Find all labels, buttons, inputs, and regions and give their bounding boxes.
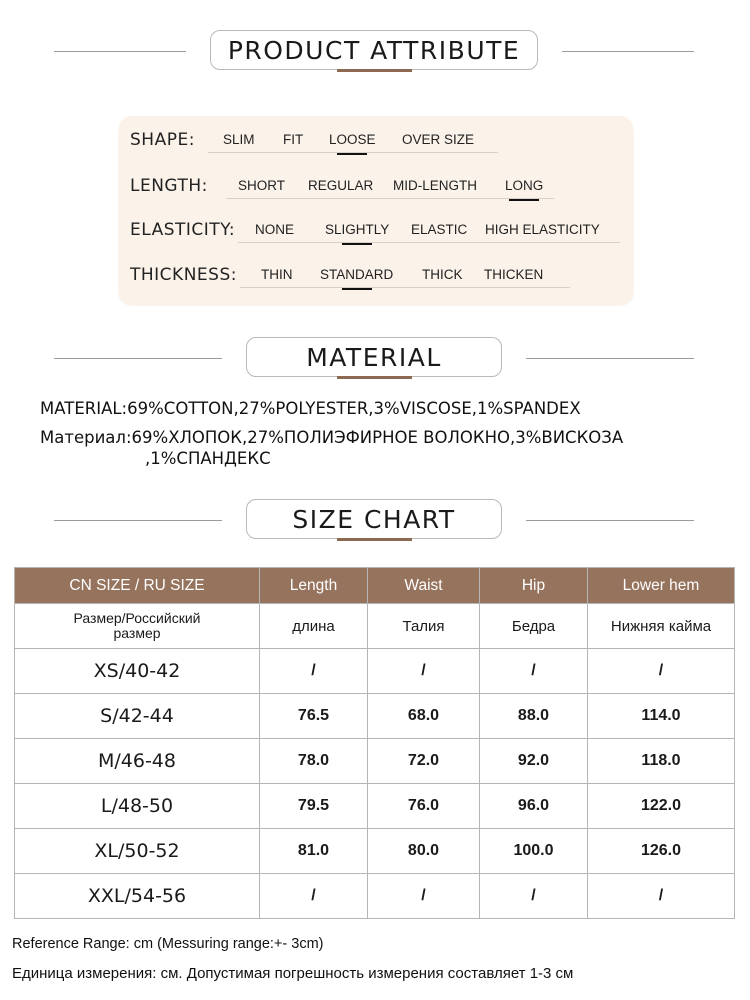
attr-rule [240,287,570,288]
value-cell: 76.0 [368,784,480,829]
title-accent [337,69,412,72]
size-cell: XXL/54-56 [15,874,260,919]
attr-label: ELASTICITY: [130,220,236,240]
attr-option: THICK [422,267,463,282]
material-ru-label: Материал: [40,428,132,447]
section-title: SIZE CHART [246,499,502,539]
value-cell: 126.0 [588,829,735,874]
attr-label: THICKNESS: [130,265,237,285]
attr-row-thickness [118,261,634,291]
value-cell: / [480,874,588,919]
size-chart-header [0,499,750,543]
attr-option: SLIM [223,132,255,147]
material-ru-continued: ,1%СПАНДЕКС [145,449,271,468]
selected-marker [509,199,539,202]
attr-rule [238,242,620,243]
value-cell: / [588,649,735,694]
attr-label: LENGTH: [130,176,208,196]
header-cell: Lower hem [588,568,735,604]
header-cell: CN SIZE / RU SIZE [15,568,260,604]
value-cell: 80.0 [368,829,480,874]
product-attribute-header [0,30,750,74]
material-en [40,399,581,418]
attr-option: NONE [255,222,295,237]
material-ru [40,428,623,447]
value-cell: 100.0 [480,829,588,874]
table-row [15,694,735,739]
attr-option: MID-LENGTH [393,178,477,193]
header-cell: Waist [368,568,480,604]
value-cell: / [368,649,480,694]
attr-option-selected: SLIGHTLY [325,222,389,237]
ru-header-cell: длина [260,604,368,649]
table-row [15,784,735,829]
material-ru-value: 69%ХЛОПОК,27%ПОЛИЭФИРНОЕ ВОЛОКНО,3%ВИСКОЗА [131,428,624,447]
measurement-note-ru: Единица измерения: см. Допустимая погрешность измерения составляет 1-3 см [12,965,574,982]
size-cell: XL/50-52 [15,829,260,874]
title-accent [337,376,412,379]
attr-option: ELASTIC [411,222,468,237]
reference-range-note: Reference Range: cm (Messuring range:+- 3cm) [12,936,324,952]
value-cell: / [260,649,368,694]
attr-option: REGULAR [308,178,374,193]
table-row [15,829,735,874]
value-cell: 68.0 [368,694,480,739]
attr-option-selected: LOOSE [329,132,376,147]
ru-header-cell: Нижняя кайма [588,604,735,649]
material-header [0,337,750,381]
attr-row-shape [118,126,634,156]
title-accent [337,538,412,541]
value-cell: 88.0 [480,694,588,739]
section-title: MATERIAL [246,337,502,377]
size-cell: S/42-44 [15,694,260,739]
attr-option: OVER SIZE [402,132,475,147]
size-cell: XS/40-42 [15,649,260,694]
attr-option: HIGH ELASTICITY [485,222,600,237]
table-row [15,874,735,919]
divider-line [54,358,222,359]
value-cell: 118.0 [588,739,735,784]
value-cell: 122.0 [588,784,735,829]
table-header-row [15,568,735,604]
attr-option: FIT [283,132,304,147]
selected-marker [342,243,372,246]
table-row [15,649,735,694]
value-cell: 114.0 [588,694,735,739]
attr-option-selected: STANDARD [320,267,393,282]
header-cell: Hip [480,568,588,604]
attr-option: THIN [261,267,293,282]
attr-row-elasticity [118,216,634,246]
attr-option: SHORT [238,178,286,193]
attr-option-selected: LONG [505,178,543,193]
value-cell: 79.5 [260,784,368,829]
value-cell: / [480,649,588,694]
divider-line [562,51,694,52]
selected-marker [337,153,367,156]
value-cell: 92.0 [480,739,588,784]
value-cell: 81.0 [260,829,368,874]
section-title: PRODUCT ATTRIBUTE [210,30,538,70]
value-cell: / [588,874,735,919]
attr-row-length [118,172,634,202]
attr-option: THICKEN [484,267,544,282]
size-table [14,567,735,919]
attribute-panel [118,116,634,306]
attr-rule [226,198,554,199]
value-cell: / [260,874,368,919]
value-cell: 76.5 [260,694,368,739]
selected-marker [342,288,372,291]
header-cell: Length [260,568,368,604]
material-en-label: MATERIAL: [40,399,128,418]
divider-line [526,358,694,359]
ru-header-cell: Талия [368,604,480,649]
size-cell: L/48-50 [15,784,260,829]
size-cell: M/46-48 [15,739,260,784]
attr-label: SHAPE: [130,130,195,150]
table-ru-header-row [15,604,735,649]
table-row [15,739,735,784]
value-cell: / [368,874,480,919]
value-cell: 96.0 [480,784,588,829]
ru-header-cell: Размер/Российский размер [15,604,260,649]
divider-line [54,51,186,52]
value-cell: 72.0 [368,739,480,784]
ru-header-cell: Бедра [480,604,588,649]
value-cell: 78.0 [260,739,368,784]
material-en-value: 69%COTTON,27%POLYESTER,3%VISCOSE,1%SPANDEX [127,399,581,418]
divider-line [54,520,222,521]
divider-line [526,520,694,521]
